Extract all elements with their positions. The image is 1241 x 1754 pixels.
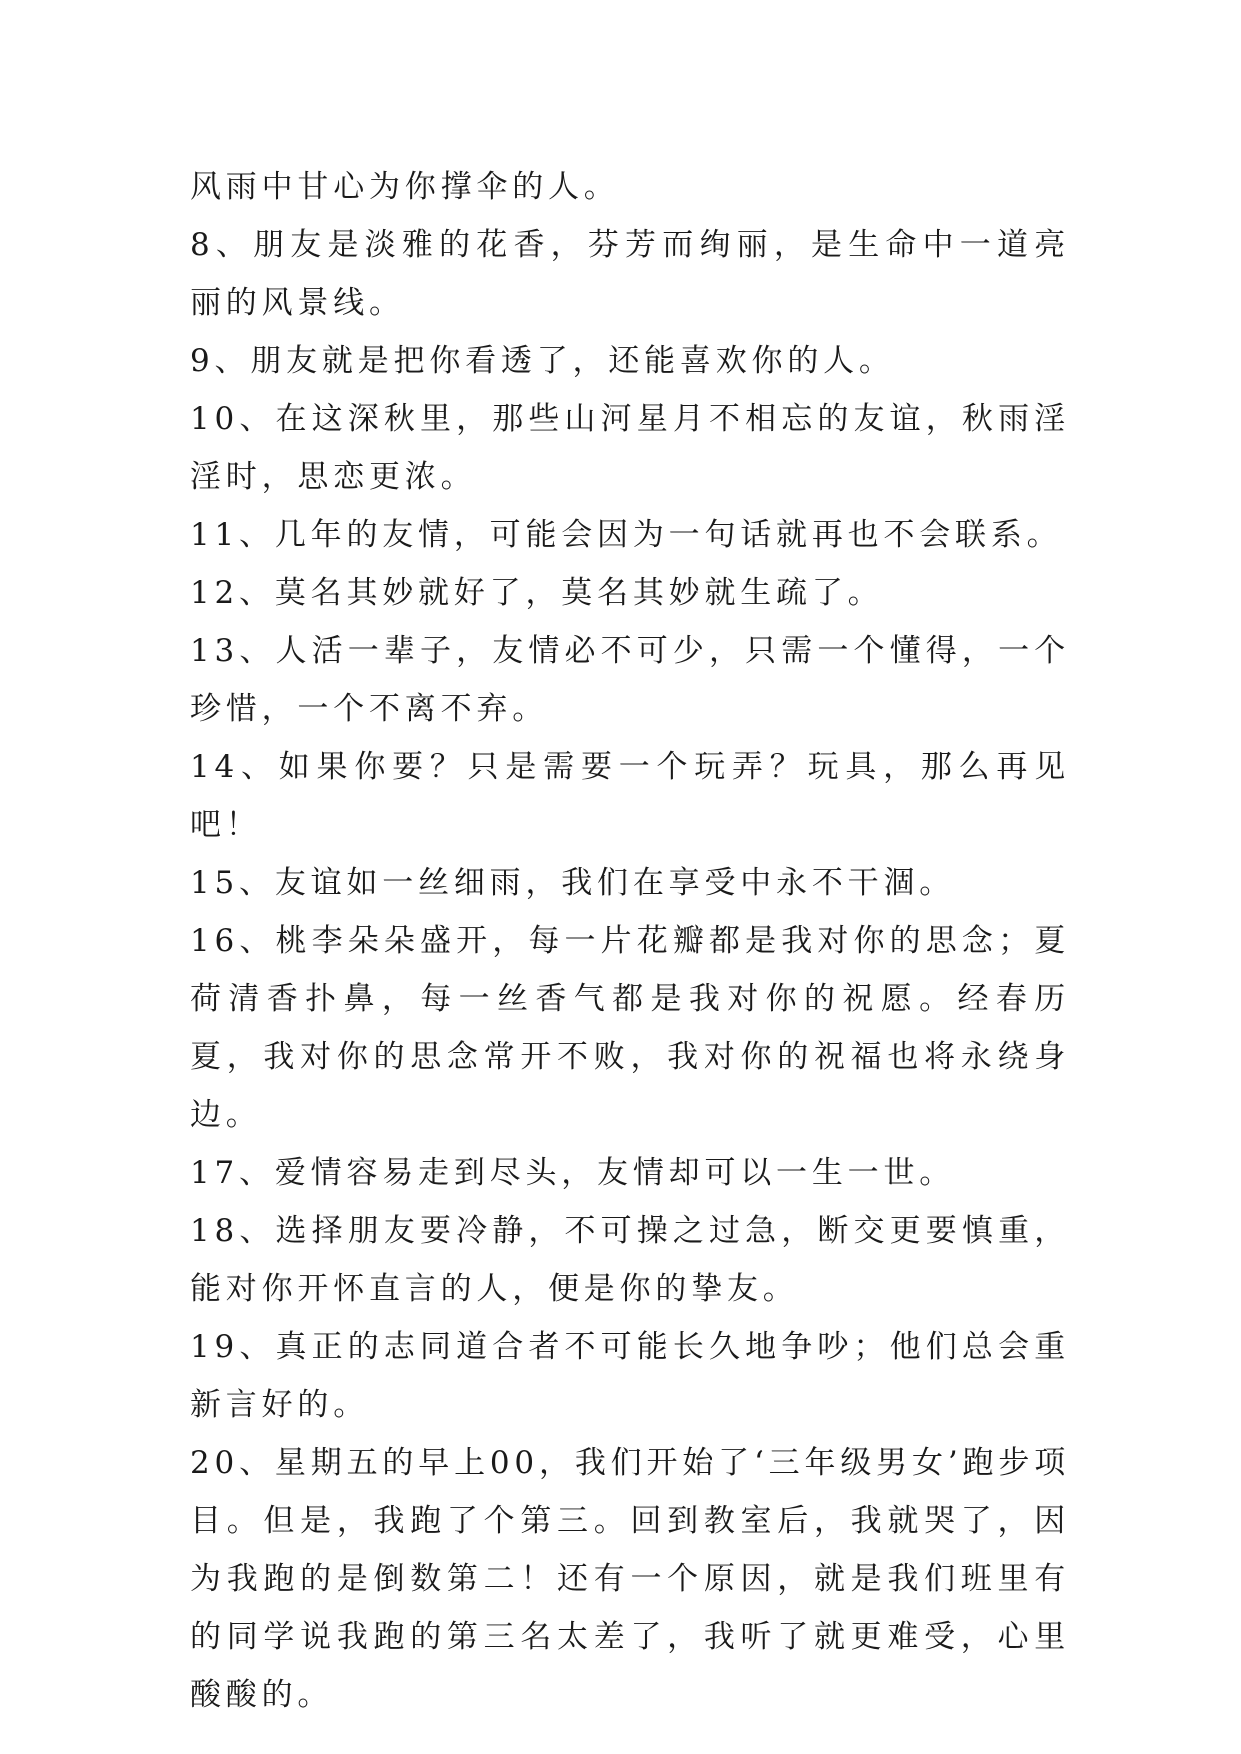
quote-item-8: 8、朋友是淡雅的花香，芬芳而绚丽，是生命中一道亮丽的风景线。 bbox=[190, 227, 1070, 321]
quote-item-20: 20、星期五的早上00，我们开始了‘三年级男女’跑步项目。但是，我跑了个第三。回到教室后，我就哭了，因为我跑的是倒数第二！还有一个原因，就是我们班里有的同学说我跑的第三名太差了，我听了就更难受，心里酸酸的。 bbox=[190, 1445, 1070, 1713]
quote-item-18: 18、选择朋友要冷静，不可操之过急，断交更要慎重，能对你开怀直言的人，便是你的挚友。 bbox=[190, 1213, 1070, 1307]
quote-item-13: 13、人活一辈子，友情必不可少，只需一个懂得，一个珍惜，一个不离不弃。 bbox=[190, 633, 1070, 727]
quote-item-16: 16、桃李朵朵盛开，每一片花瓣都是我对你的思念；夏荷清香扑鼻，每一丝香气都是我对你的祝愿。经春历夏，我对你的思念常开不败，我对你的祝福也将永绕身边。 bbox=[190, 923, 1070, 1133]
quote-item-12: 12、莫名其妙就好了，莫名其妙就生疏了。 bbox=[190, 575, 884, 611]
quote-item-9: 9、朋友就是把你看透了，还能喜欢你的人。 bbox=[190, 343, 895, 379]
quote-item-11: 11、几年的友情，可能会因为一句话就再也不会联系。 bbox=[190, 517, 1063, 553]
paragraph-continuation: 风雨中甘心为你撑伞的人。 bbox=[190, 169, 620, 205]
quote-item-15: 15、友谊如一丝细雨，我们在享受中永不干涸。 bbox=[190, 865, 956, 901]
quote-item-14: 14、如果你要？只是需要一个玩弄？玩具，那么再见吧！ bbox=[190, 749, 1070, 843]
document-body bbox=[190, 158, 1070, 1724]
quote-item-17: 17、爱情容易走到尽头，友情却可以一生一世。 bbox=[190, 1155, 956, 1191]
quote-item-19: 19、真正的志同道合者不可能长久地争吵；他们总会重新言好的。 bbox=[190, 1329, 1070, 1423]
quote-item-10: 10、在这深秋里，那些山河星月不相忘的友谊，秋雨淫淫时，思恋更浓。 bbox=[190, 401, 1070, 495]
